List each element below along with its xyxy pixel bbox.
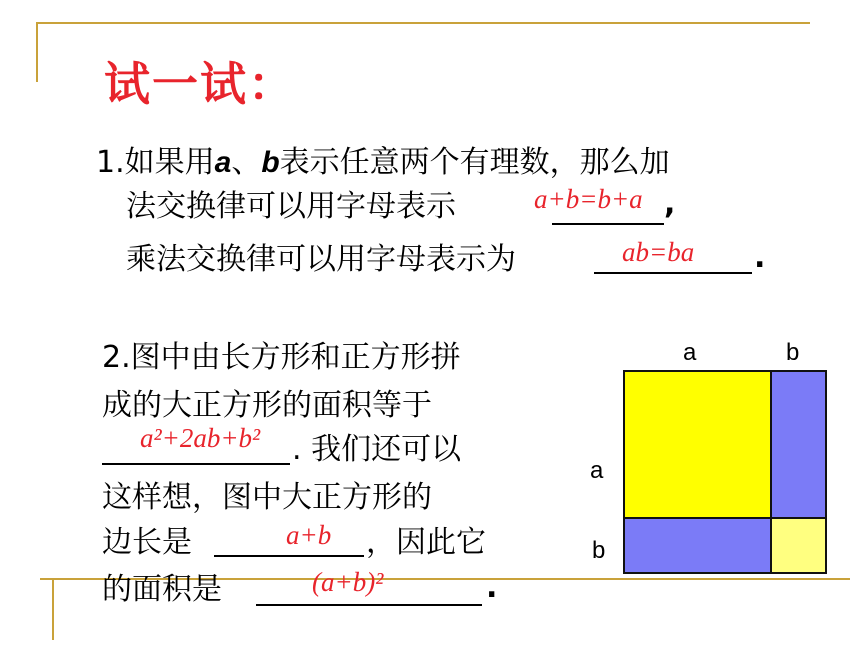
q1-line1 [96, 143, 670, 183]
rect-ab-right [771, 371, 826, 518]
q2-line5-head: 边长是 [102, 525, 192, 560]
q1-line3: 乘法交换律可以用字母表示为 [126, 242, 516, 277]
q2-line5-tail: ，因此它 [366, 525, 486, 560]
label-top-b: b [786, 339, 800, 366]
bottom-left-rule [52, 578, 54, 640]
answer-addition: a+b=b+a [534, 184, 643, 214]
q2-line1: 2.图中由长方形和正方形拼 [102, 340, 461, 375]
answer-area-factored: (a+b)² [312, 567, 384, 597]
var-a: a [214, 146, 232, 179]
q1-blank-add [552, 223, 664, 225]
answer-area-expanded: a²+2ab+b² [140, 423, 261, 453]
label-left-a: a [590, 457, 604, 484]
var-b: b [261, 146, 280, 179]
q1-text: 表示任意两个有理数，那么加 [279, 145, 670, 180]
q2-line3-tail: . 我们还可以 [292, 432, 462, 467]
top-rule [36, 22, 810, 24]
q2-blank-area2 [256, 604, 482, 606]
big-square-a [624, 371, 771, 518]
label-top-a: a [683, 339, 697, 366]
q1-period: . [754, 240, 766, 275]
q2-blank-side [214, 555, 364, 557]
page-title: 试一试： [104, 57, 296, 111]
q2-line6-head: 的面积是 [102, 572, 222, 607]
q2-blank-area [102, 463, 290, 465]
q2-line4: 这样想，图中大正方形的 [102, 480, 432, 515]
left-rule [36, 22, 38, 82]
q1-blank-mul [594, 272, 752, 274]
q1-comma: , [664, 186, 676, 221]
separator: 、 [231, 145, 262, 180]
q2-period: . [486, 570, 498, 605]
small-square-b [771, 518, 826, 573]
q2-line2: 成的大正方形的面积等于 [102, 388, 432, 423]
q1-text: 1.如果用 [96, 145, 215, 180]
rect-ab-bottom [624, 518, 771, 573]
answer-side-length: a+b [286, 520, 332, 550]
q1-line2: 法交换律可以用字母表示 [126, 189, 456, 224]
area-figure [580, 330, 840, 590]
label-left-b: b [592, 537, 606, 564]
answer-multiplication: ab=ba [622, 237, 695, 267]
